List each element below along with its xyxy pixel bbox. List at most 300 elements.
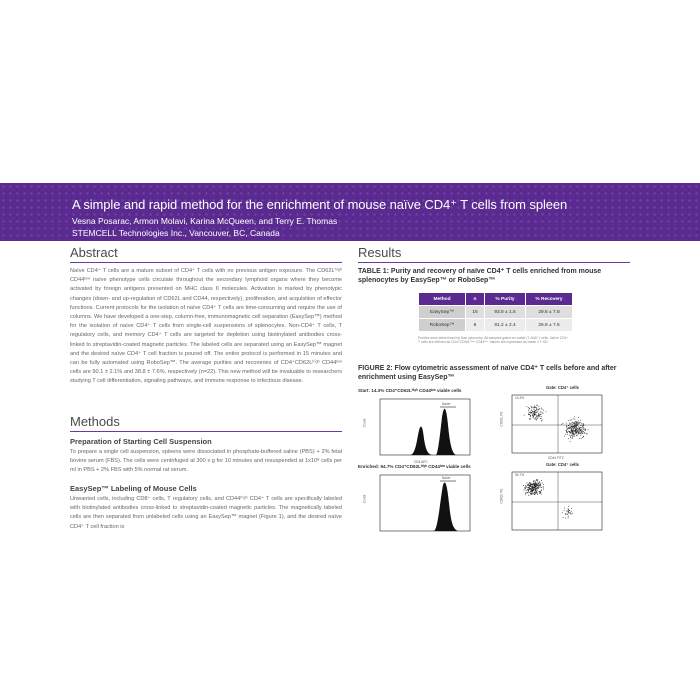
dot-frame — [512, 472, 602, 530]
dot-event — [574, 416, 575, 417]
dot-event — [583, 436, 584, 437]
dot-event — [534, 411, 535, 412]
dot-event — [572, 423, 573, 424]
dot-event — [575, 428, 576, 429]
dot-event — [569, 435, 570, 436]
methods-sub2-heading: EasySep™ Labeling of Mouse Cells — [70, 484, 197, 493]
dot-event — [578, 432, 579, 433]
dot-event — [530, 483, 531, 484]
dot-event — [568, 431, 569, 432]
dot-event — [525, 494, 526, 495]
dot-event — [566, 426, 567, 427]
dot-event — [583, 431, 584, 432]
dot-event — [583, 425, 584, 426]
dot-event — [585, 430, 586, 431]
dot-event — [541, 418, 542, 419]
dot-event — [571, 428, 572, 429]
dot-event — [532, 487, 533, 488]
dot-xlabel: CD44 FITC — [548, 456, 565, 460]
dot-event — [536, 415, 537, 416]
dot-event — [532, 486, 533, 487]
dot-event — [528, 489, 529, 490]
dot-event — [531, 493, 532, 494]
dot-event — [536, 480, 537, 481]
dot-event — [580, 435, 581, 436]
dot-event — [531, 492, 532, 493]
dot-event — [582, 437, 583, 438]
results-table — [418, 292, 573, 332]
dot-event — [533, 488, 534, 489]
dot-event — [526, 482, 527, 483]
dot-event — [537, 418, 538, 419]
dot-event — [572, 513, 573, 514]
dot-event — [588, 429, 589, 430]
dot-frame — [512, 395, 602, 453]
dot-event — [538, 413, 539, 414]
poster-affiliation: STEMCELL Technologies Inc., Vancouver, BC, Canada — [72, 228, 280, 238]
dot-event — [535, 418, 536, 419]
dot-event — [569, 422, 570, 423]
dot-event — [530, 415, 531, 416]
dot-event — [578, 426, 579, 427]
dot-event — [579, 432, 580, 433]
dot-event — [571, 430, 572, 431]
dot-event — [528, 487, 529, 488]
dot-event — [526, 490, 527, 491]
dot-event — [576, 425, 577, 426]
dot-event — [576, 432, 577, 433]
dot-event — [580, 433, 581, 434]
dot-event — [529, 485, 530, 486]
dot-event — [537, 494, 538, 495]
dot-event — [534, 489, 535, 490]
dot-event — [585, 429, 586, 430]
dot-event — [524, 487, 525, 488]
dot-event — [538, 406, 539, 407]
dot-event — [541, 420, 542, 421]
dot-event — [571, 425, 572, 426]
dot-event — [566, 431, 567, 432]
dot-event — [534, 483, 535, 484]
dot-event — [539, 491, 540, 492]
table-row — [419, 319, 572, 331]
dot-event — [533, 487, 534, 488]
dot-event — [543, 489, 544, 490]
table-note: Purities were determined by flow cytometry. All samples gated on viable (7-AAD⁻) cells. Naïve CD4⁺ T cells are defined as CD4⁺CD62Lʰⁱᵍʰ CD44ˡᵒʷ. Values are expressed as mean ± 1 SD. — [418, 336, 569, 345]
dot-event — [527, 492, 528, 493]
enriched-gate-label: Gate: CD4⁺ cells — [546, 462, 579, 467]
dot-event — [580, 429, 581, 430]
dot-event — [536, 419, 537, 420]
dot-event — [534, 486, 535, 487]
dot-event — [568, 438, 569, 439]
dot-event — [579, 423, 580, 424]
methods-sub1-text: To prepare a single cell suspension, spleens were dissociated in phosphate-buffered saline (PBS) + 2% fetal bovine serum (FBS). The cells were centrifuged at 300 x g for 10 minutes and resuspended at 1x10⁸ cells per ml in PBS + 2% FBS with 5% normal rat serum. — [70, 449, 342, 474]
dot-event — [538, 483, 539, 484]
dot-event — [574, 428, 575, 429]
dot-event — [528, 495, 529, 496]
dot-event — [567, 429, 568, 430]
dot-event — [530, 491, 531, 492]
dot-event — [539, 482, 540, 483]
start-q1-value: 14.3% — [515, 396, 525, 400]
dot-event — [527, 485, 528, 486]
dot-event — [581, 438, 582, 439]
dot-event — [535, 490, 536, 491]
dot-event — [576, 431, 577, 432]
dot-event — [573, 434, 574, 435]
dot-event — [570, 426, 571, 427]
dot-event — [540, 418, 541, 419]
table-cell: 93.8 ± 1.6 — [485, 306, 525, 318]
enriched-dots — [523, 479, 573, 518]
dot-event — [538, 409, 539, 410]
dot-event — [581, 425, 582, 426]
enriched-dotplot-svg — [498, 468, 608, 538]
dot-event — [572, 422, 573, 423]
dot-event — [581, 427, 582, 428]
dot-event — [534, 407, 535, 408]
dot-event — [563, 517, 564, 518]
dot-event — [582, 433, 583, 434]
dot-event — [536, 491, 537, 492]
table-cell: EasySep™ — [419, 306, 465, 318]
dot-event — [528, 484, 529, 485]
dot-event — [532, 414, 533, 415]
table-cell: 29.6 ± 7.8 — [526, 306, 572, 318]
dot-event — [579, 428, 580, 429]
dot-event — [537, 481, 538, 482]
dot-event — [574, 431, 575, 432]
dot-event — [534, 493, 535, 494]
dot-event — [531, 490, 532, 491]
dot-event — [524, 415, 525, 416]
dot-event — [539, 414, 540, 415]
dot-event — [574, 423, 575, 424]
dot-event — [527, 489, 528, 490]
methods-sub1-heading: Preparation of Starting Cell Suspension — [70, 437, 212, 446]
dot-event — [568, 517, 569, 518]
dot-event — [538, 486, 539, 487]
dot-event — [541, 480, 542, 481]
dot-event — [535, 492, 536, 493]
enriched-dotplot — [498, 462, 608, 544]
dot-event — [531, 410, 532, 411]
table-header-cell: % Purity — [485, 293, 525, 305]
dot-event — [574, 419, 575, 420]
dot-event — [579, 438, 580, 439]
dot-event — [538, 409, 539, 410]
dot-event — [578, 431, 579, 432]
dot-event — [532, 407, 533, 408]
dot-event — [566, 514, 567, 515]
dot-event — [535, 482, 536, 483]
dot-event — [523, 490, 524, 491]
dot-event — [533, 489, 534, 490]
dot-event — [565, 518, 566, 519]
dot-event — [540, 484, 541, 485]
dot-event — [571, 514, 572, 515]
dot-event — [574, 422, 575, 423]
dot-event — [576, 427, 577, 428]
dot-event — [539, 493, 540, 494]
dot-event — [536, 484, 537, 485]
dot-event — [580, 422, 581, 423]
dot-event — [570, 436, 571, 437]
dot-event — [532, 484, 533, 485]
enriched-histogram — [362, 471, 476, 541]
poster-authors: Vesna Posarac, Armon Molavi, Karina McQueen, and Terry E. Thomas — [72, 216, 338, 226]
dot-event — [541, 490, 542, 491]
poster-header — [0, 183, 700, 241]
dot-event — [534, 492, 535, 493]
dot-event — [572, 435, 573, 436]
results-rule — [358, 262, 630, 263]
dot-event — [529, 408, 530, 409]
dot-event — [539, 487, 540, 488]
dot-event — [534, 406, 535, 407]
start-dotplot-svg — [498, 391, 608, 461]
dot-event — [566, 430, 567, 431]
dot-event — [529, 414, 530, 415]
enriched-label: Enriched: 94.7% CD4⁺CD62Lʰⁱᵍʰ CD44ˡᵒʷ viable cells — [358, 464, 471, 469]
dot-event — [528, 410, 529, 411]
dot-event — [572, 437, 573, 438]
dot-event — [578, 429, 579, 430]
dot-event — [528, 484, 529, 485]
dot-event — [540, 485, 541, 486]
dot-event — [536, 410, 537, 411]
dot-event — [562, 423, 563, 424]
dot-event — [533, 417, 534, 418]
hist-ylabel: Count — [362, 418, 367, 428]
dot-event — [543, 410, 544, 411]
dot-event — [571, 423, 572, 424]
enriched-histogram-svg — [370, 471, 476, 541]
results-heading: Results — [358, 245, 402, 260]
dot-event — [565, 514, 566, 515]
dot-event — [532, 411, 533, 412]
start-dots — [524, 405, 589, 442]
dot-event — [571, 508, 572, 509]
start-histogram — [362, 395, 476, 465]
dot-event — [573, 428, 574, 429]
dot-event — [534, 485, 535, 486]
dot-event — [578, 433, 579, 434]
dot-event — [566, 425, 567, 426]
table-cell: 26.8 ± 7.5 — [526, 319, 572, 331]
dot-event — [538, 415, 539, 416]
methods-rule — [70, 431, 342, 432]
dot-event — [533, 416, 534, 417]
dot-event — [583, 429, 584, 430]
dot-event — [539, 408, 540, 409]
table-cell: 6 — [466, 319, 484, 331]
dot-event — [572, 427, 573, 428]
dot-event — [537, 480, 538, 481]
dot-event — [530, 486, 531, 487]
start-dotplot — [498, 385, 608, 467]
dot-event — [533, 481, 534, 482]
dot-event — [535, 489, 536, 490]
dot-event — [587, 434, 588, 435]
dot-event — [535, 481, 536, 482]
dot-event — [542, 483, 543, 484]
dot-event — [574, 425, 575, 426]
table-cell: RoboSep™ — [419, 319, 465, 331]
dot-event — [576, 424, 577, 425]
dot-event — [568, 506, 569, 507]
dot-event — [535, 412, 536, 413]
dot-event — [538, 417, 539, 418]
enriched-histogram-curve — [382, 482, 470, 531]
dot-event — [584, 430, 585, 431]
dot-event — [537, 493, 538, 494]
dot-event — [567, 514, 568, 515]
dot-event — [533, 413, 534, 414]
dot-event — [540, 414, 541, 415]
dot-event — [571, 419, 572, 420]
dot-event — [580, 420, 581, 421]
dot-event — [578, 417, 579, 418]
dot-event — [543, 484, 544, 485]
dot-event — [573, 418, 574, 419]
dot-event — [564, 436, 565, 437]
methods-sub2-text: Unwanted cells, including CD8⁺ cells, T regulatory cells, and CD44ʰⁱᵍʰ CD4⁺ T cells are specifically labeled with biotinylated antibodies cross-linked to streptavidin-coated magnetic particles. The magnetically labeled cells are then separated from unlabeled cells using an EasySep™ magnet (Figure 1), and the desired naïve CD4⁺ T cell fraction is — [70, 496, 342, 530]
dot-event — [568, 510, 569, 511]
poster-title: A simple and rapid method for the enrichment of mouse naïve CD4⁺ T cells from spleen — [72, 197, 568, 212]
dot-event — [541, 416, 542, 417]
dot-event — [569, 513, 570, 514]
dot-event — [535, 410, 536, 411]
dot-event — [537, 479, 538, 480]
dot-event — [530, 494, 531, 495]
dot-event — [529, 492, 530, 493]
dot-event — [562, 512, 563, 513]
dot-event — [584, 433, 585, 434]
methods-heading: Methods — [70, 414, 120, 429]
dot-event — [576, 429, 577, 430]
dot-event — [534, 409, 535, 410]
dot-event — [525, 485, 526, 486]
dot-event — [526, 406, 527, 407]
dot-event — [575, 425, 576, 426]
dot-event — [533, 484, 534, 485]
hist-xlabel: CD4 APC — [414, 460, 428, 464]
dot-event — [537, 486, 538, 487]
dot-event — [564, 508, 565, 509]
table-header-cell: % Recovery — [526, 293, 572, 305]
start-label: Start: 14.3% CD4⁺CD62Lʰⁱᵍʰ CD44ˡᵒʷ viable cells — [358, 388, 462, 393]
dot-event — [543, 413, 544, 414]
dot-event — [577, 430, 578, 431]
dot-event — [538, 487, 539, 488]
abstract-text: Naïve CD4⁺ T cells are a mature subset of CD4⁺ T cells with no previous antigen exposure. The CD62Lʰⁱᵍʰ CD44ˡᵒʷ naïve phenotype cells circulate throughout the secondary lymphoid organs where they become activated by foreign antigens presented on MHC class II molecules. Activation is marked by phenotypic changes (down- and up-regulation of CD62L and CD44, respectively), proliferation, and acquisition of effector functions. Current protocols for the isolation of naïve CD4⁺ T cells are time-consuming and require the use of columns. We have developed a one-step, column-free, immunomagnetic cell separation (EasySep™) method for the isolation of naïve CD4⁺ T cells from single-cell suspensions of splenocytes. Non-CD4⁺ T cells, T regulatory cells, and memory CD4⁺ T cells are targeted for depletion using biotinylated antibodies cross-linked to streptavidin-coated magnetic particles. The labeled cells are separated using an EasySep™ magnet and the desired naïve CD4⁺ T cell fraction is poured off. The entire protocol is performed in 15 minutes and can be fully automated using RoboSep™. The average purities and recoveries of CD4⁺CD62Lʰⁱᵍʰ CD44ˡᵒʷ cells are 90.1 ± 2.1% and 38.8 ± 7.6%, respectively (n=22). This new method will be invaluable to researchers studying T cell differentiation, signaling pathways, and immune response to infectious disease. — [70, 268, 342, 385]
dot-event — [528, 407, 529, 408]
dot-event — [575, 432, 576, 433]
dot-event — [528, 413, 529, 414]
table-cell: 16 — [466, 306, 484, 318]
dot-event — [541, 487, 542, 488]
dot-event — [526, 492, 527, 493]
dot-event — [570, 428, 571, 429]
dot-ylabel: CD62L PE — [499, 411, 504, 427]
dot-event — [575, 423, 576, 424]
dot-event — [540, 412, 541, 413]
dot-event — [569, 425, 570, 426]
dot-event — [534, 413, 535, 414]
dot-event — [539, 415, 540, 416]
dot-event — [525, 488, 526, 489]
dot-event — [525, 492, 526, 493]
dot-event — [529, 482, 530, 483]
dot-event — [530, 483, 531, 484]
dot-event — [535, 485, 536, 486]
dot-event — [565, 434, 566, 435]
dot-event — [572, 424, 573, 425]
start-histogram-svg — [370, 395, 476, 465]
dot-event — [537, 411, 538, 412]
dot-event — [541, 408, 542, 409]
abstract-rule — [70, 262, 342, 263]
dot-event — [531, 412, 532, 413]
dot-event — [576, 435, 577, 436]
dot-event — [529, 418, 530, 419]
start-histogram-curve — [382, 409, 470, 455]
dot-event — [579, 433, 580, 434]
dot-event — [538, 484, 539, 485]
figure-caption: FIGURE 2: Flow cytometric assessment of naïve CD4⁺ T cells before and after enrichment using EasySep™ — [358, 365, 617, 381]
dot-event — [572, 438, 573, 439]
dot-event — [534, 494, 535, 495]
dot-event — [542, 409, 543, 410]
dot-event — [572, 430, 573, 431]
dot-event — [534, 414, 535, 415]
dot-event — [537, 405, 538, 406]
dot-event — [534, 418, 535, 419]
dot-event — [530, 418, 531, 419]
dot-event — [578, 432, 579, 433]
table-row — [419, 306, 572, 318]
dot-event — [575, 421, 576, 422]
dot-event — [577, 423, 578, 424]
dot-event — [561, 424, 562, 425]
dot-event — [572, 432, 573, 433]
dot-event — [568, 508, 569, 509]
table-header-row — [419, 293, 572, 305]
dot-event — [566, 511, 567, 512]
dot-event — [571, 511, 572, 512]
dot-event — [572, 436, 573, 437]
dot-event — [530, 493, 531, 494]
dot-event — [572, 426, 573, 427]
dot-event — [528, 490, 529, 491]
dot-event — [537, 409, 538, 410]
dot-event — [585, 428, 586, 429]
dot-event — [531, 406, 532, 407]
dot-event — [576, 422, 577, 423]
dot-event — [566, 428, 567, 429]
dot-event — [566, 423, 567, 424]
dot-event — [530, 488, 531, 489]
dot-event — [581, 431, 582, 432]
dot-event — [533, 488, 534, 489]
dot-event — [570, 424, 571, 425]
dot-event — [568, 427, 569, 428]
dot-event — [533, 490, 534, 491]
dot-event — [574, 436, 575, 437]
dot-event — [582, 430, 583, 431]
